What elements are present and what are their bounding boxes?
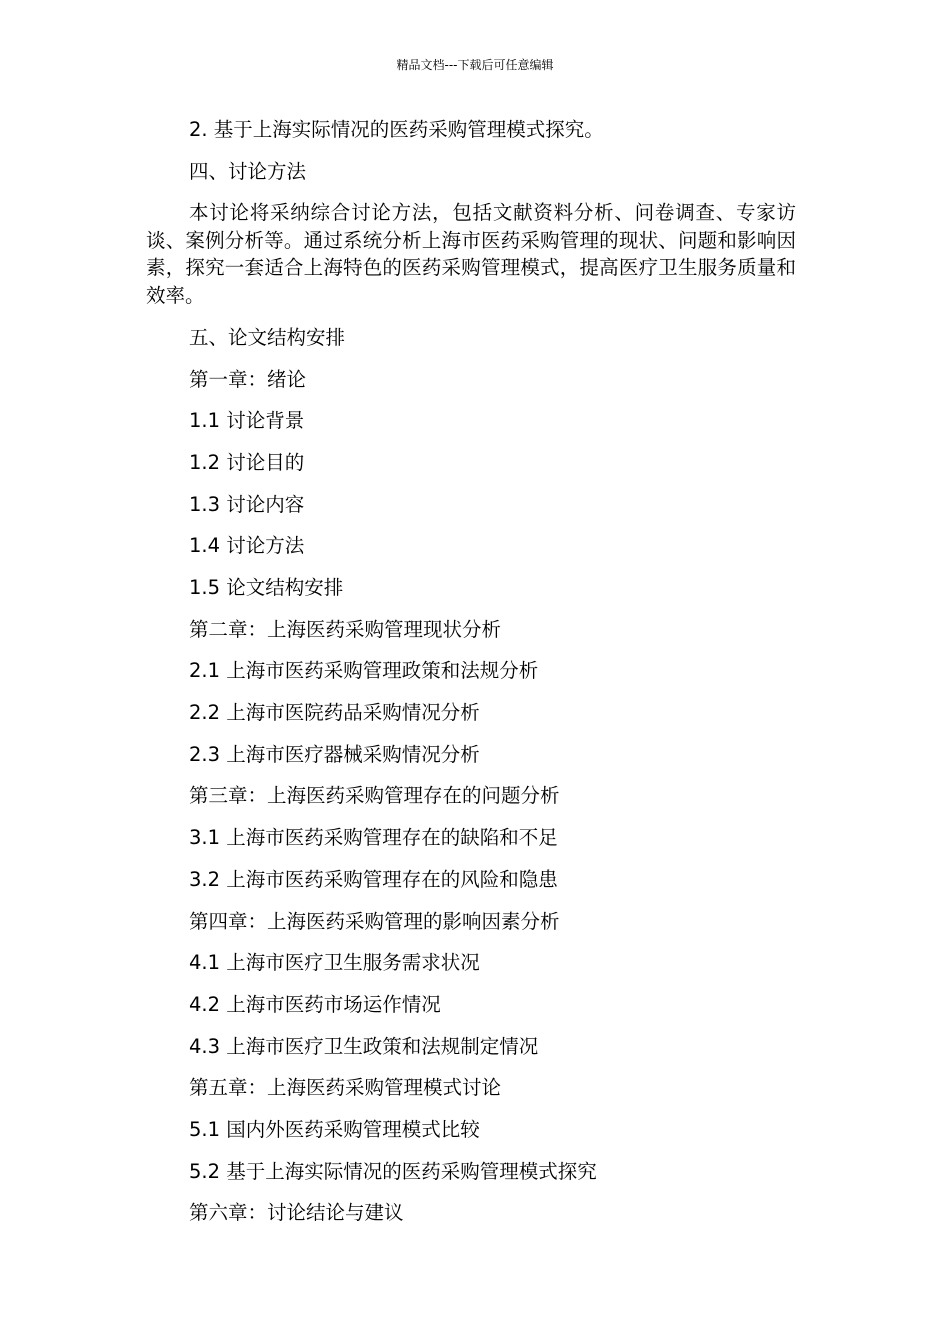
outline-item: 5.1 国内外医药采购管理模式比较 [189,1117,480,1141]
outline-list [146,324,796,1226]
outline-item: 4.2 上海市医药市场运作情况 [189,992,441,1016]
chapter-heading: 第六章：讨论结论与建议 [189,1201,404,1225]
section-heading: 四、讨论方法 [189,159,307,183]
list-item: 2. 基于上海实际情况的医药采购管理模式探究。 [189,118,604,141]
outline-item: 1.2 讨论目的 [189,450,305,474]
chapter-heading: 第一章：绪论 [189,367,307,391]
section-heading: 五、论文结构安排 [189,325,346,349]
outline-item: 1.5 论文结构安排 [189,576,344,599]
outline-item: 3.1 上海市医药采购管理存在的缺陷和不足 [189,826,558,850]
outline-item: 1.3 讨论内容 [189,492,305,516]
outline-item: 1.4 讨论方法 [189,534,305,558]
outline-item: 2.2 上海市医院药品采购情况分析 [189,701,480,725]
chapter-heading: 第三章：上海医药采购管理存在的问题分析 [189,784,560,808]
outline-item: 1.1 讨论背景 [189,409,305,433]
page-header: 精品文档---下载后可任意编辑 [396,58,554,72]
chapter-heading: 第五章：上海医药采购管理模式讨论 [189,1076,502,1100]
body-paragraph: 本讨论将采纳综合讨论方法，包括文献资料分析、问卷调查、专家访谈、案例分析等。通过系统分析上海市医药采购管理的现状、问题和影响因素，探究一套适合上海特色的医药采购管理模式，提高医疗卫生服务质量和效率。 [146,201,796,307]
outline-item: 2.1 上海市医药采购管理政策和法规分析 [189,659,539,683]
outline-item: 4.1 上海市医疗卫生服务需求状况 [189,951,480,975]
chapter-heading: 第二章：上海医药采购管理现状分析 [189,617,502,641]
outline-item: 5.2 基于上海实际情况的医药采购管理模式探究 [189,1159,597,1183]
document-body [146,116,796,1241]
chapter-heading: 第四章：上海医药采购管理的影响因素分析 [189,909,560,933]
outline-item: 2.3 上海市医疗器械采购情况分析 [189,742,480,766]
outline-item: 3.2 上海市医药采购管理存在的风险和隐患 [189,867,558,891]
outline-item: 4.3 上海市医疗卫生政策和法规制定情况 [189,1034,539,1058]
